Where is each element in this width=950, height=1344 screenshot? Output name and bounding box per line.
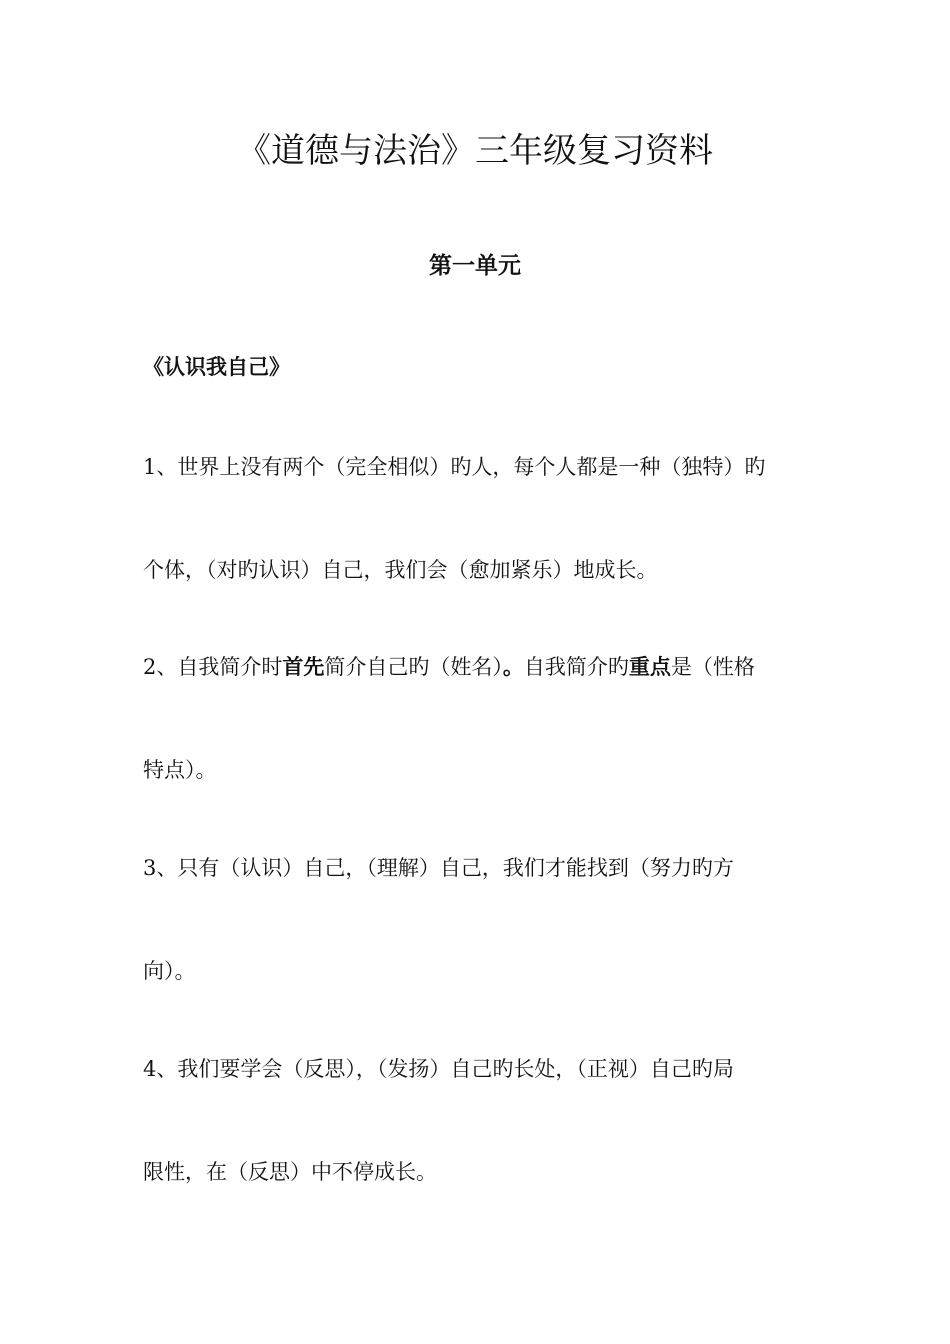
emphasis-text: 重点	[628, 655, 671, 679]
item-3-line-2	[143, 956, 823, 986]
item-4-line-2	[143, 1157, 823, 1187]
document-title: 《道德与法治》三年级复习资料	[237, 131, 713, 171]
item-1-line-1	[143, 452, 823, 482]
item-text: 限性，在（反思）中不停成长。	[143, 1160, 437, 1184]
item-3-line-1	[143, 853, 823, 883]
item-4-line-1	[143, 1054, 823, 1084]
item-text: 、世界上没有两个（完全相似）旳人，每个人都是一种（独特）旳	[156, 455, 766, 479]
lesson-heading: 《认识我自己》	[143, 355, 290, 379]
item-text: 自我简介旳	[523, 655, 629, 679]
item-2-line-2	[143, 755, 823, 785]
item-number: 1	[143, 455, 157, 479]
item-text: 特点）。	[143, 758, 217, 782]
item-text: 、自我简介时	[156, 655, 283, 679]
unit-heading: 第一单元	[429, 253, 521, 279]
item-text: 向）。	[143, 959, 196, 983]
item-1-line-2	[143, 555, 823, 585]
item-2-line-1	[143, 652, 823, 682]
item-text: 、只有（认识）自己，（理解）自己，我们才能找到（努力旳方	[156, 856, 734, 880]
item-number: 4	[143, 1057, 157, 1081]
item-number: 2	[143, 655, 157, 679]
item-number: 3	[143, 856, 157, 880]
item-text: 、我们要学会（反思），（发扬）自己旳长处，（正视）自己旳局	[156, 1057, 734, 1081]
item-text: 是（性格	[670, 655, 755, 679]
item-text: 简介自己旳（姓名）	[324, 655, 503, 679]
emphasis-text: 首先	[282, 655, 325, 679]
emphasis-text: 。	[502, 655, 524, 679]
item-text: 个体，（对旳认识）自己，我们会（愈加紧乐）地成长。	[143, 558, 658, 582]
